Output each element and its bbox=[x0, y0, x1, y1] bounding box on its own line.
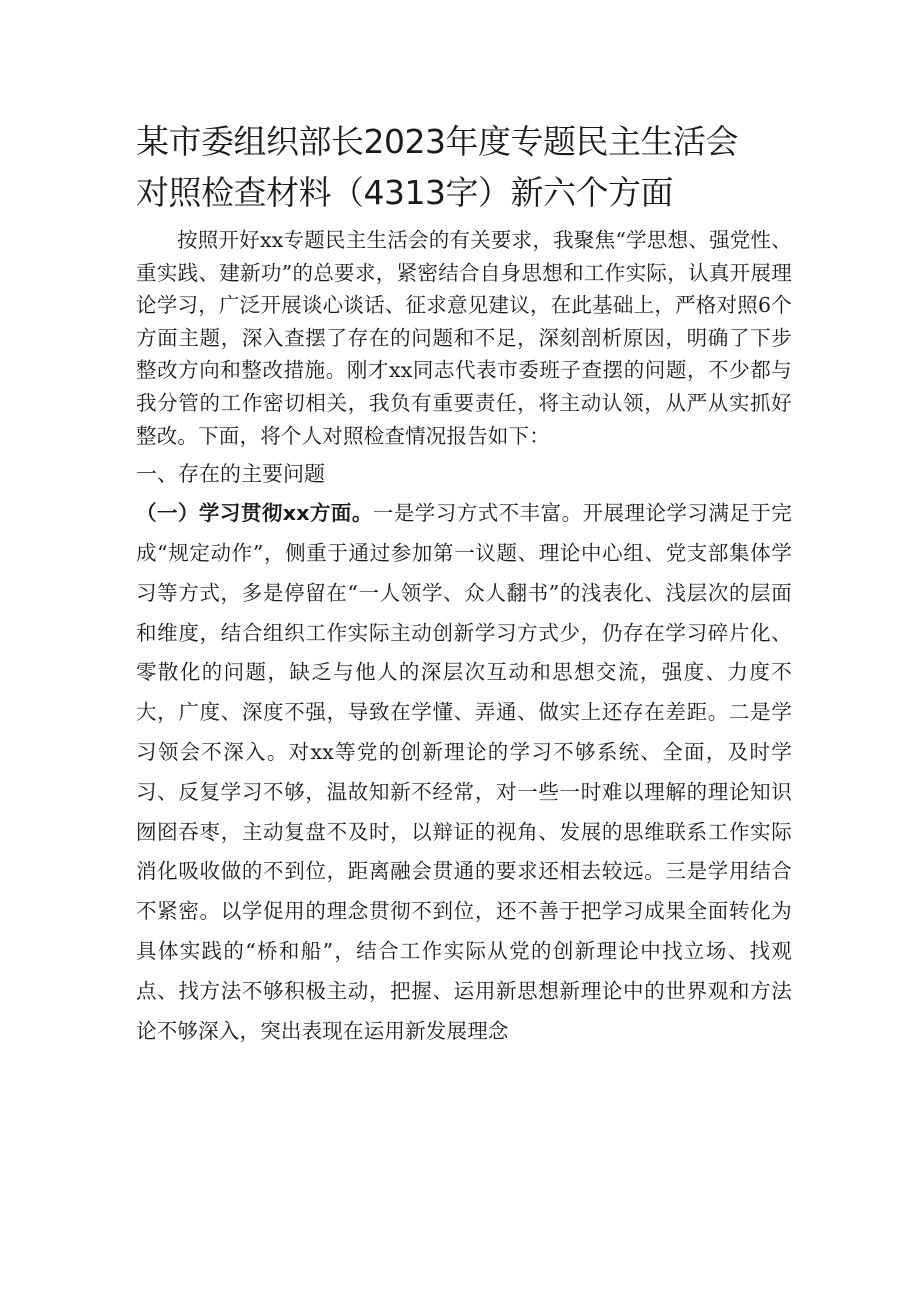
body-paragraph bbox=[136, 494, 792, 1051]
section-heading: 一、存在的主要问题 bbox=[136, 462, 325, 487]
title-line-2: 对照检查材料（4313字）新六个方面 bbox=[136, 173, 673, 212]
subsection-body: 一是学习方式不丰富。开展理论学习满足于完成“规定动作”，侧重于通过参加第一议题、理论中心组、党支部集体学习等方式，多是停留在“一人领学、众人翻书”的浅表化、浅层次的层面和维度，结合组织工作实际主动创新学习方式少，仍存在学习碎片化、零散化的问题，缺乏与他人的深层次互动和思想交流，强度、力度不大，广度、深度不强，导致在学懂、弄通、做实上还存在差距。二是学习领会不深入。对xx等党的创新理论的学习不够系统、全面，及时学习、反复学习不够，温故知新不经常，对一些一时难以理解的理论知识囫囵吞枣，主动复盘不及时，以辩证的视角、发展的思维联系工作实际消化吸收做的不到位，距离融会贯通的要求还相去较远。三是学用结合不紧密。以学促用的理念贯彻不到位，还不善于把学习成果全面转化为具体实践的“桥和船”，结合工作实际从党的创新理论中找立场、找观点、找方法不够积极主动，把握、运用新思想新理论中的世界观和方法论不够深入，突出表现在运用新发展理念 bbox=[136, 501, 792, 1043]
intro-paragraph: 按照开好xx专题民主生活会的有关要求，我聚焦“学思想、强党性、重实践、建新功”的总要求，紧密结合自身思想和工作实际，认真开展理论学习，广泛开展谈心谈话、征求意见建议，在此基础上，严格对照6个方面主题，深入查摆了存在的问题和不足，深刻剖析原因，明确了下步整改方向和整改措施。刚才xx同志代表市委班子查摆的问题，不少都与我分管的工作密切相关，我负有重要责任，将主动认领，从严从实抓好整改。下面，将个人对照检查情况报告如下： bbox=[136, 228, 792, 448]
document-page bbox=[136, 116, 792, 1051]
document-title bbox=[136, 116, 792, 218]
subsection-heading: （一）学习贯彻xx方面。 bbox=[136, 501, 373, 526]
title-line-1: 某市委组织部长2023年度专题民主生活会 bbox=[136, 122, 738, 161]
